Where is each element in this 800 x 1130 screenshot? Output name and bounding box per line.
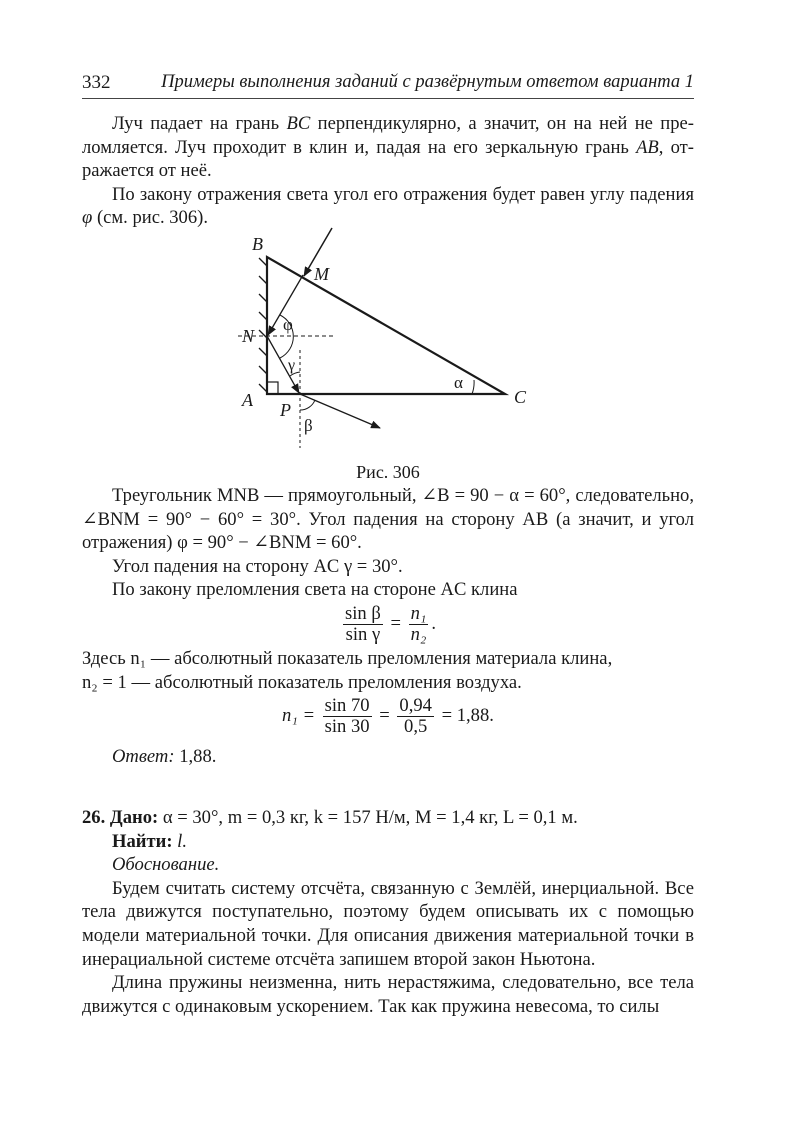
label-p: P bbox=[280, 400, 291, 420]
label-m: M bbox=[314, 264, 329, 284]
paragraph: По закону отражения света угол его отражения будет равен углу падения φ (см. рис. 306). bbox=[82, 183, 694, 229]
label-n: N bbox=[242, 326, 255, 346]
triangle-abc bbox=[267, 257, 505, 394]
label-c: C bbox=[514, 387, 527, 407]
paragraph: По закону преломления света на стороне AC клина bbox=[112, 579, 518, 601]
page-number: 332 bbox=[82, 72, 111, 93]
given-line: 26. Дано: α = 30°, m = 0,3 кг, k = 157 Н/м, M = 1,4 кг, L = 0,1 м. bbox=[82, 807, 578, 828]
find-line: Найти: l. bbox=[112, 830, 187, 852]
label-b: B bbox=[252, 234, 263, 254]
snell-law-formula: $\frac{\text{sin β}}{\text{sin γ}}$ = $\frac{\text{n₁}}{\text{n₂}}$ . bbox=[344, 602, 437, 645]
paragraph: n₂ = 1 — абсолютный показатель преломления воздуха. bbox=[82, 671, 522, 693]
wedge-diagram bbox=[0, 0, 800, 480]
paragraph: Здесь n₁ — абсолютный показатель преломления материала клина, bbox=[82, 647, 613, 669]
paragraph: Длина пружины неизменна, нить нерастяжима, следовательно, все тела движутся с одинаковым ускорением. Так как пружина невесома, то силы bbox=[82, 972, 694, 1017]
angle-arc-beta bbox=[300, 400, 315, 410]
solution-text bbox=[82, 484, 694, 769]
running-title: Примеры выполнения заданий с развёрнутым ответом варианта 1 bbox=[161, 72, 694, 92]
paragraph: Угол падения на сторону AC γ = 30°. bbox=[112, 555, 403, 577]
label-beta: β bbox=[304, 416, 313, 435]
label-alpha: α bbox=[454, 373, 463, 392]
angle-arc-alpha bbox=[472, 380, 474, 394]
right-angle-icon bbox=[267, 382, 278, 394]
mirror-hatching-icon bbox=[259, 258, 267, 392]
paragraph: Луч падает на грань BC перпендикулярно, а значит, он на ней не преломляется. Луч проходит в клин и, падая на его зеркальную грань AB, отражается от неё. bbox=[82, 113, 694, 182]
problem-26 bbox=[82, 806, 694, 1018]
label-phi: φ bbox=[283, 315, 293, 334]
justification-heading: Обоснование. bbox=[112, 854, 220, 876]
label-gamma: γ bbox=[288, 357, 296, 374]
paragraph: Будем считать систему отсчёта, связанную с Землёй, инерциальной. Все тела движутся поступательно, поэтому будем описывать их с помощью модели материальной точки. Для описания движения материальной точки в инерациальной системе отсчёта запишем второй закон Ньютона. bbox=[82, 877, 694, 970]
paragraph: Треугольник MNB — прямоугольный, ∠B = 90 − α = 60°, следовательно, ∠BNM = 90° − 60° = 30°. Угол падения на сторону AB (а значит, и угол отражения) φ = 90° − ∠BNM = 60°. bbox=[82, 485, 694, 554]
answer: Ответ: 1,88. bbox=[112, 746, 217, 768]
result-formula: n₁ = $\frac{\sin 70}{\sin 30}$ = $\frac{0,94}{0,5}$ = 1,88. bbox=[282, 695, 494, 738]
label-a: A bbox=[242, 390, 253, 410]
figure-caption: Рис. 306 bbox=[356, 462, 420, 482]
